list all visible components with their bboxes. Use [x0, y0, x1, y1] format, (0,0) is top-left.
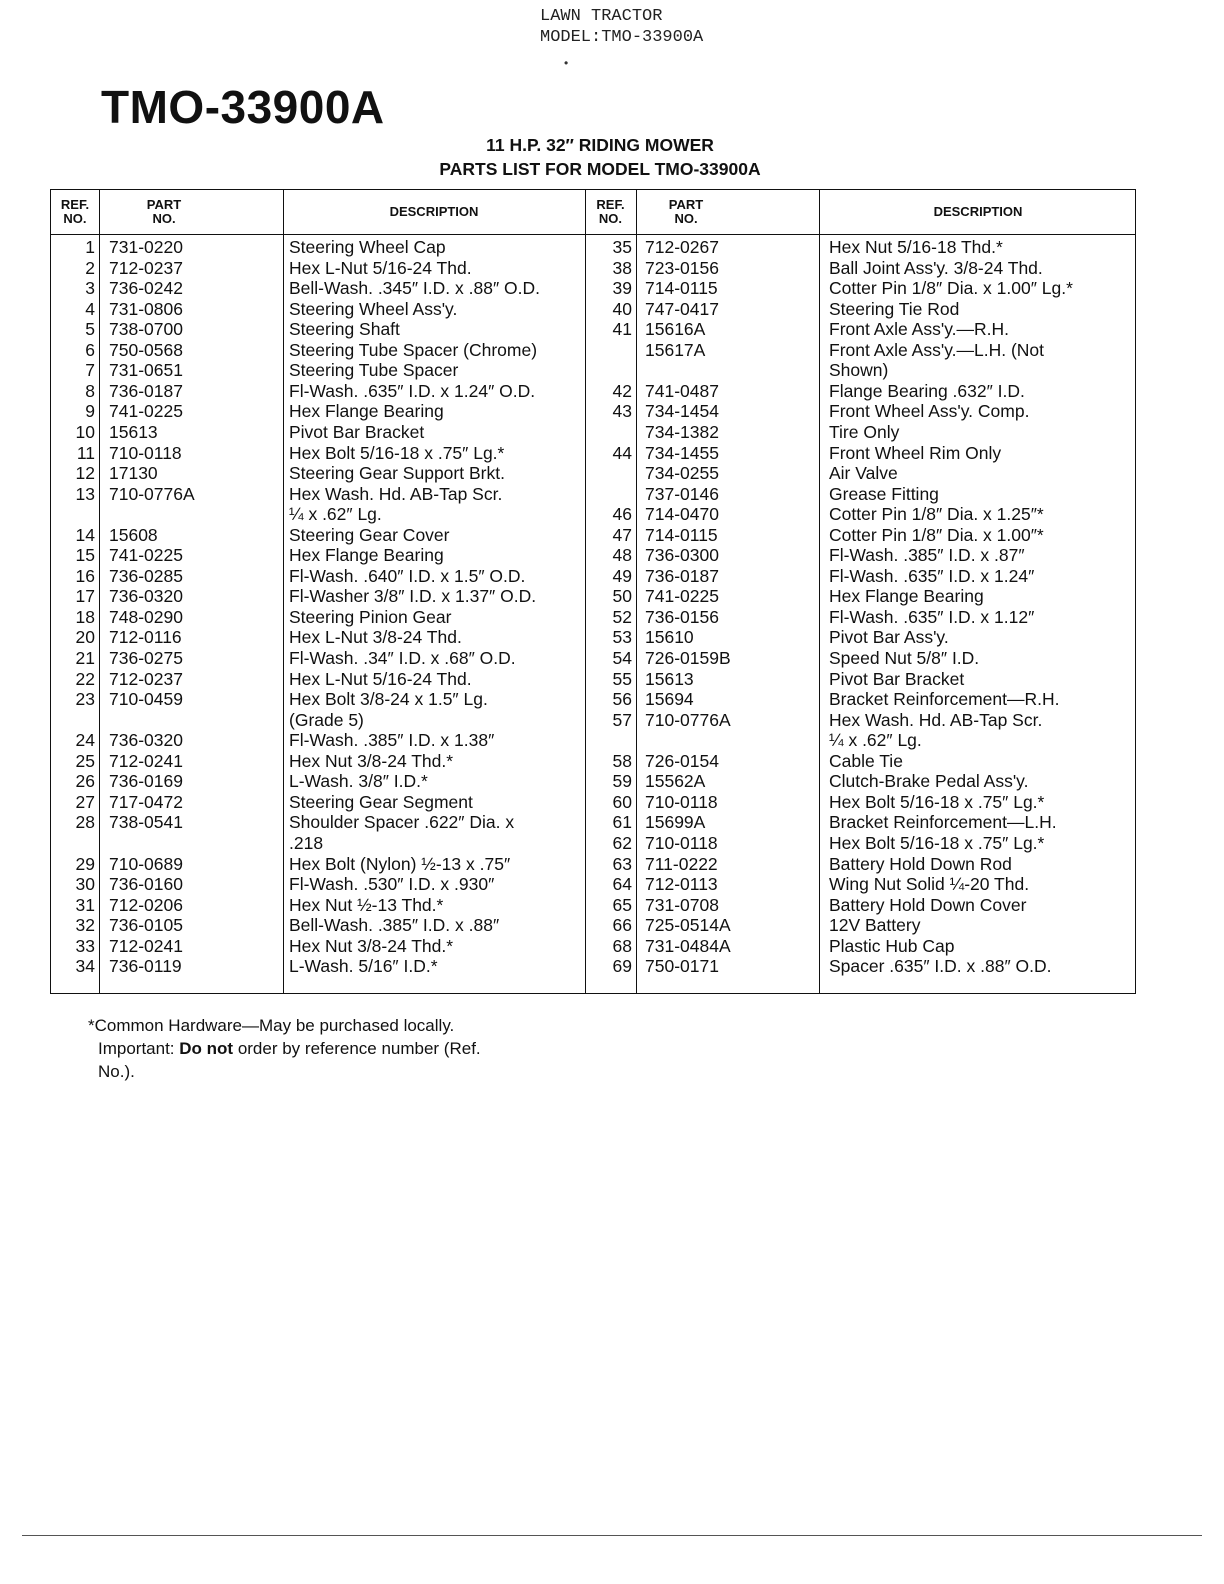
footnote: [88, 1014, 481, 1083]
description-cell: Steering Pinion Gear: [289, 606, 452, 627]
description-cell: Front Axle Ass'y.—R.H.: [829, 319, 1010, 340]
description-cell: Steering Tie Rod: [829, 298, 960, 319]
description-cell: Plastic Hub Cap: [829, 935, 955, 956]
ref-cell: 53: [612, 627, 632, 648]
part-no-cell: 736-0156: [645, 606, 719, 627]
part-no-cell: 736-0169: [109, 771, 183, 792]
part-no-cell: 712-0116: [109, 627, 182, 648]
part-no-cell: 736-0285: [109, 565, 183, 586]
ref-cell: 32: [75, 915, 95, 936]
ref-cell: 52: [612, 606, 632, 627]
part-no-cell: 750-0568: [109, 339, 183, 360]
description-cell: Fl-Wash. .635″ I.D. x 1.24″ O.D.: [289, 380, 536, 401]
page-bottom-rule: [22, 1535, 1202, 1536]
description-cell: Hex Nut 3/8-24 Thd.*: [289, 750, 454, 771]
part-no-cell: 736-0320: [109, 586, 183, 607]
part-no-cell: 741-0487: [645, 380, 719, 401]
ref-cell: 60: [612, 791, 632, 812]
ref-cell: 29: [75, 853, 95, 874]
part-no-cell: 731-0708: [645, 894, 719, 915]
ref-cell: 35: [612, 237, 632, 257]
description-cell: Shown): [829, 360, 889, 381]
part-no-cell: 710-0118: [109, 442, 182, 463]
model-stamp: [540, 6, 703, 48]
description-cell: Hex Wash. Hd. AB-Tap Scr.: [829, 709, 1043, 730]
ref-cell: 6: [85, 339, 95, 360]
description-cell: Hex Bolt 5/16-18 x .75″ Lg.*: [829, 832, 1045, 853]
header-description-left: DESCRIPTION: [389, 204, 479, 219]
ref-cell: 42: [612, 380, 632, 401]
stamp-line-1: LAWN TRACTOR: [540, 7, 663, 26]
part-no-cell: 736-0160: [109, 874, 183, 895]
ref-cell: 18: [75, 606, 95, 627]
ref-cell: 10: [75, 421, 95, 442]
description-cell: Shoulder Spacer .622″ Dia. x: [289, 812, 515, 833]
table-row: [51, 751, 1135, 772]
table-row: [51, 340, 1135, 361]
description-cell: Hex L-Nut 5/16-24 Thd.: [289, 257, 472, 278]
table-row: [51, 607, 1135, 628]
part-no-cell: 731-0651: [109, 360, 183, 381]
part-no-cell: 736-0187: [645, 565, 719, 586]
part-no-cell: 748-0290: [109, 606, 183, 627]
part-no-cell: 738-0700: [109, 319, 183, 340]
ref-cell: 69: [612, 956, 632, 977]
ref-cell: 3: [85, 278, 95, 299]
ref-cell: 13: [75, 483, 95, 504]
ref-cell: 9: [85, 401, 95, 422]
header-part-no-left: PART NO.: [146, 197, 182, 226]
table-row: [51, 792, 1135, 813]
part-no-cell: 712-0267: [645, 237, 719, 257]
ref-cell: 43: [612, 401, 632, 422]
ref-cell: 61: [612, 812, 632, 833]
description-cell: Cotter Pin 1/8″ Dia. x 1.25″*: [829, 504, 1044, 525]
table-row: [51, 545, 1135, 566]
ref-cell: 41: [612, 319, 632, 340]
description-cell: Cable Tie: [829, 750, 903, 771]
ref-cell: 12: [75, 463, 95, 484]
description-cell: Battery Hold Down Cover: [829, 894, 1027, 915]
description-cell: Steering Tube Spacer (Chrome): [289, 339, 538, 360]
table-row: [51, 627, 1135, 648]
part-no-cell: 710-0776A: [645, 709, 731, 730]
description-cell: (Grade 5): [289, 709, 364, 730]
table-row: [51, 484, 1135, 505]
table-row: [51, 443, 1135, 464]
description-cell: Hex Flange Bearing: [289, 401, 444, 422]
description-cell: Fl-Wash. .34″ I.D. x .68″ O.D.: [289, 648, 516, 668]
description-cell: Fl-Wash. .385″ I.D. x 1.38″: [289, 730, 495, 751]
ref-cell: 40: [612, 298, 632, 319]
table-row: [51, 956, 1135, 977]
part-no-cell: 723-0156: [645, 257, 719, 278]
part-no-cell: 15562A: [645, 771, 706, 792]
description-cell: Speed Nut 5/8″ I.D.: [829, 648, 980, 668]
description-cell: Fl-Wash. .635″ I.D. x 1.24″: [829, 565, 1035, 586]
ref-cell: 14: [75, 524, 95, 545]
part-no-cell: 710-0118: [645, 832, 718, 853]
ref-cell: 46: [612, 504, 632, 525]
table-row: [51, 710, 1135, 731]
parts-table: [50, 189, 1136, 994]
description-cell: Front Wheel Ass'y. Comp.: [829, 401, 1030, 422]
part-no-cell: 17130: [109, 463, 158, 484]
part-no-cell: 15613: [109, 421, 158, 442]
ref-cell: 62: [612, 832, 632, 853]
table-row: [51, 895, 1135, 916]
table-row: [51, 525, 1135, 546]
part-no-cell: 712-0241: [109, 750, 183, 771]
part-no-cell: 736-0105: [109, 915, 183, 936]
part-no-cell: 750-0171: [645, 956, 719, 977]
table-row: [51, 586, 1135, 607]
description-cell: Steering Wheel Cap: [289, 237, 446, 257]
ref-cell: 30: [75, 874, 95, 895]
table-row: [51, 833, 1135, 854]
description-cell: Steering Gear Segment: [289, 791, 473, 812]
table-row: [51, 566, 1135, 587]
part-no-cell: 15613: [645, 668, 694, 689]
table-row: [51, 874, 1135, 895]
part-no-cell: 734-1454: [645, 401, 719, 422]
part-no-cell: 736-0300: [645, 545, 719, 566]
ref-cell: 4: [85, 298, 95, 319]
part-no-cell: 734-1382: [645, 421, 719, 442]
ref-cell: 8: [85, 380, 95, 401]
ref-cell: 26: [75, 771, 95, 792]
part-no-cell: 736-0275: [109, 648, 183, 668]
ref-cell: 28: [75, 812, 95, 833]
ref-cell: 38: [612, 257, 632, 278]
ref-cell: 55: [612, 668, 632, 689]
part-no-cell: 711-0222: [645, 853, 718, 874]
description-cell: Hex Flange Bearing: [289, 545, 444, 566]
description-cell: Steering Tube Spacer: [289, 360, 459, 381]
part-no-cell: 712-0241: [109, 935, 183, 956]
ref-cell: 23: [75, 689, 95, 710]
ref-cell: 5: [85, 319, 95, 340]
description-cell: Hex Nut 5/16-18 Thd.*: [829, 237, 1003, 257]
ref-cell: 16: [75, 565, 95, 586]
part-no-cell: 736-0187: [109, 380, 183, 401]
stamp-line-2: MODEL:TMO-33900A: [540, 28, 704, 47]
ref-cell: 63: [612, 853, 632, 874]
description-cell: Pivot Bar Bracket: [829, 668, 965, 689]
description-cell: Steering Gear Cover: [289, 524, 450, 545]
description-cell: Bell-Wash. .385″ I.D. x .88″: [289, 915, 500, 936]
footnote-important: Important: Do not order by reference number (Ref.: [98, 1039, 481, 1058]
part-no-cell: 726-0154: [645, 750, 719, 771]
description-cell: Fl-Wash. .635″ I.D. x 1.12″: [829, 606, 1035, 627]
table-row: [51, 771, 1135, 792]
table-row: [51, 504, 1135, 525]
description-cell: ¼ x .62″ Lg.: [289, 504, 382, 525]
part-no-cell: 15608: [109, 524, 158, 545]
part-no-cell: 717-0472: [109, 791, 183, 812]
description-cell: Grease Fitting: [829, 483, 939, 504]
description-cell: Pivot Bar Ass'y.: [829, 627, 949, 648]
table-row: [51, 689, 1135, 710]
ref-cell: 20: [75, 627, 95, 648]
table-row: [51, 936, 1135, 957]
part-no-cell: 714-0115: [645, 278, 718, 299]
table-row: [51, 360, 1135, 381]
ref-cell: 50: [612, 586, 632, 607]
ref-cell: 66: [612, 915, 632, 936]
part-no-cell: 741-0225: [109, 401, 183, 422]
ref-cell: 11: [76, 442, 95, 463]
part-no-cell: 734-0255: [645, 463, 719, 484]
ref-cell: 68: [612, 935, 632, 956]
description-cell: Hex L-Nut 5/16-24 Thd.: [289, 668, 472, 689]
description-cell: Hex L-Nut 3/8-24 Thd.: [289, 627, 462, 648]
subtitle-parts-list: PARTS LIST FOR MODEL TMO-33900A: [439, 159, 761, 179]
ref-cell: 64: [612, 874, 632, 895]
table-row: [51, 669, 1135, 690]
part-no-cell: 736-0320: [109, 730, 183, 751]
part-no-cell: 710-0689: [109, 853, 183, 874]
description-cell: Hex Flange Bearing: [829, 586, 984, 607]
part-no-cell: 731-0220: [109, 237, 183, 257]
description-cell: Wing Nut Solid ¼-20 Thd.: [829, 874, 1030, 895]
ref-cell: 56: [612, 689, 632, 710]
ref-cell: 31: [75, 894, 95, 915]
part-no-cell: 736-0119: [109, 956, 182, 977]
ref-cell: 49: [612, 565, 632, 586]
ref-cell: 1: [85, 237, 95, 257]
header-description-right: DESCRIPTION: [933, 204, 1023, 219]
description-cell: Ball Joint Ass'y. 3/8-24 Thd.: [829, 257, 1043, 278]
part-no-cell: 738-0541: [109, 812, 183, 833]
description-cell: .218: [289, 832, 324, 853]
description-cell: Hex Bolt 5/16-18 x .75″ Lg.*: [289, 442, 505, 463]
table-row: [51, 381, 1135, 402]
part-no-cell: 736-0242: [109, 278, 183, 299]
table-row: [51, 812, 1135, 833]
table-row: [51, 915, 1135, 936]
table-row: [51, 463, 1135, 484]
part-no-cell: 15610: [645, 627, 694, 648]
description-cell: 12V Battery: [829, 915, 921, 936]
part-no-cell: 712-0237: [109, 668, 183, 689]
ref-cell: 59: [612, 771, 632, 792]
stray-dot: •: [564, 56, 569, 70]
description-cell: Hex Bolt 3/8-24 x 1.5″ Lg.: [289, 689, 488, 710]
part-no-cell: 714-0115: [645, 524, 718, 545]
ref-cell: 65: [612, 894, 632, 915]
table-row: [51, 319, 1135, 340]
header-ref-no-right: REF. NO.: [596, 197, 625, 226]
table-row: [51, 648, 1135, 669]
part-no-cell: 725-0514A: [645, 915, 731, 936]
part-no-cell: 747-0417: [645, 298, 719, 319]
description-cell: Hex Nut ½-13 Thd.*: [289, 894, 444, 915]
ref-cell: 25: [75, 750, 95, 771]
part-no-cell: 15617A: [645, 339, 706, 360]
part-no-cell: 710-0118: [645, 791, 718, 812]
ref-cell: 24: [75, 730, 95, 751]
ref-cell: 39: [612, 278, 632, 299]
table-row: [51, 401, 1135, 422]
part-no-cell: 712-0113: [645, 874, 718, 895]
ref-cell: 33: [75, 935, 95, 956]
ref-cell: 47: [612, 524, 632, 545]
description-cell: L-Wash. 3/8″ I.D.*: [289, 771, 428, 792]
ref-cell: 27: [75, 791, 95, 812]
part-no-cell: 731-0806: [109, 298, 183, 319]
description-cell: Cotter Pin 1/8″ Dia. x 1.00″*: [829, 524, 1044, 545]
ref-cell: 15: [75, 545, 95, 566]
part-no-cell: 741-0225: [645, 586, 719, 607]
description-cell: Front Wheel Rim Only: [829, 442, 1002, 463]
ref-cell: 57: [612, 709, 632, 730]
description-cell: Fl-Wash. .530″ I.D. x .930″: [289, 874, 495, 895]
page-title: TMO-33900A: [101, 81, 385, 133]
part-no-cell: 712-0237: [109, 257, 183, 278]
description-cell: Hex Bolt (Nylon) ½-13 x .75″: [289, 853, 511, 874]
ref-cell: 22: [75, 668, 95, 689]
description-cell: L-Wash. 5/16″ I.D.*: [289, 956, 438, 977]
description-cell: Pivot Bar Bracket: [289, 421, 425, 442]
ref-cell: 21: [75, 648, 95, 668]
description-cell: Hex Bolt 5/16-18 x .75″ Lg.*: [829, 791, 1045, 812]
description-cell: Steering Wheel Ass'y.: [289, 298, 458, 319]
ref-cell: 2: [85, 257, 95, 278]
part-no-cell: 15699A: [645, 812, 706, 833]
ref-cell: 54: [612, 648, 632, 668]
description-cell: Tire Only: [829, 421, 900, 442]
part-no-cell: 726-0159B: [645, 648, 731, 668]
part-no-cell: 714-0470: [645, 504, 719, 525]
part-no-cell: 15616A: [645, 319, 706, 340]
part-no-cell: 15694: [645, 689, 694, 710]
description-cell: Bracket Reinforcement—L.H.: [829, 812, 1057, 833]
description-cell: ¼ x .62″ Lg.: [829, 730, 922, 751]
part-no-cell: 741-0225: [109, 545, 183, 566]
ref-cell: 44: [612, 442, 632, 463]
header-ref-no-left: REF. NO.: [60, 197, 90, 226]
header-part-no-right: PART NO.: [668, 197, 704, 226]
footnote-common-hardware: *Common Hardware—May be purchased locally.: [88, 1016, 455, 1035]
description-cell: Hex Wash. Hd. AB-Tap Scr.: [289, 483, 503, 504]
part-no-cell: 712-0206: [109, 894, 183, 915]
ref-cell: 17: [75, 586, 95, 607]
description-cell: Air Valve: [829, 463, 898, 484]
description-cell: Front Axle Ass'y.—L.H. (Not: [829, 339, 1045, 360]
ref-cell: 34: [75, 956, 95, 977]
part-no-cell: 734-1455: [645, 442, 719, 463]
footnote-important-cont: No.).: [98, 1062, 135, 1081]
table-row: [51, 299, 1135, 320]
ref-cell: 48: [612, 545, 632, 566]
table-row: [51, 278, 1135, 299]
part-no-cell: 710-0776A: [109, 483, 195, 504]
description-cell: Fl-Washer 3/8″ I.D. x 1.37″ O.D.: [289, 586, 537, 607]
description-cell: Bracket Reinforcement—R.H.: [829, 689, 1060, 710]
ref-cell: 7: [85, 360, 95, 381]
table-row: [51, 422, 1135, 443]
description-cell: Fl-Wash. .640″ I.D. x 1.5″ O.D.: [289, 565, 526, 586]
description-cell: Steering Gear Support Brkt.: [289, 463, 505, 484]
table-row: [51, 854, 1135, 875]
ref-cell: 58: [612, 750, 632, 771]
description-cell: Cotter Pin 1/8″ Dia. x 1.00″ Lg.*: [829, 278, 1073, 299]
table-row: [51, 258, 1135, 279]
description-cell: Battery Hold Down Rod: [829, 853, 1012, 874]
subtitle-mower: 11 H.P. 32″ RIDING MOWER: [486, 135, 714, 155]
table-row: [51, 730, 1135, 751]
description-cell: Bell-Wash. .345″ I.D. x .88″ O.D.: [289, 278, 540, 299]
part-no-cell: 737-0146: [645, 483, 719, 504]
description-cell: Clutch-Brake Pedal Ass'y.: [829, 771, 1029, 792]
description-cell: Steering Shaft: [289, 319, 400, 340]
part-no-cell: 710-0459: [109, 689, 183, 710]
description-cell: Spacer .635″ I.D. x .88″ O.D.: [829, 956, 1052, 977]
description-cell: Flange Bearing .632″ I.D.: [829, 380, 1025, 401]
header-divider: [51, 234, 1135, 235]
description-cell: Fl-Wash. .385″ I.D. x .87″: [829, 545, 1025, 566]
table-row: [51, 237, 1135, 258]
part-no-cell: 731-0484A: [645, 935, 731, 956]
description-cell: Hex Nut 3/8-24 Thd.*: [289, 935, 454, 956]
